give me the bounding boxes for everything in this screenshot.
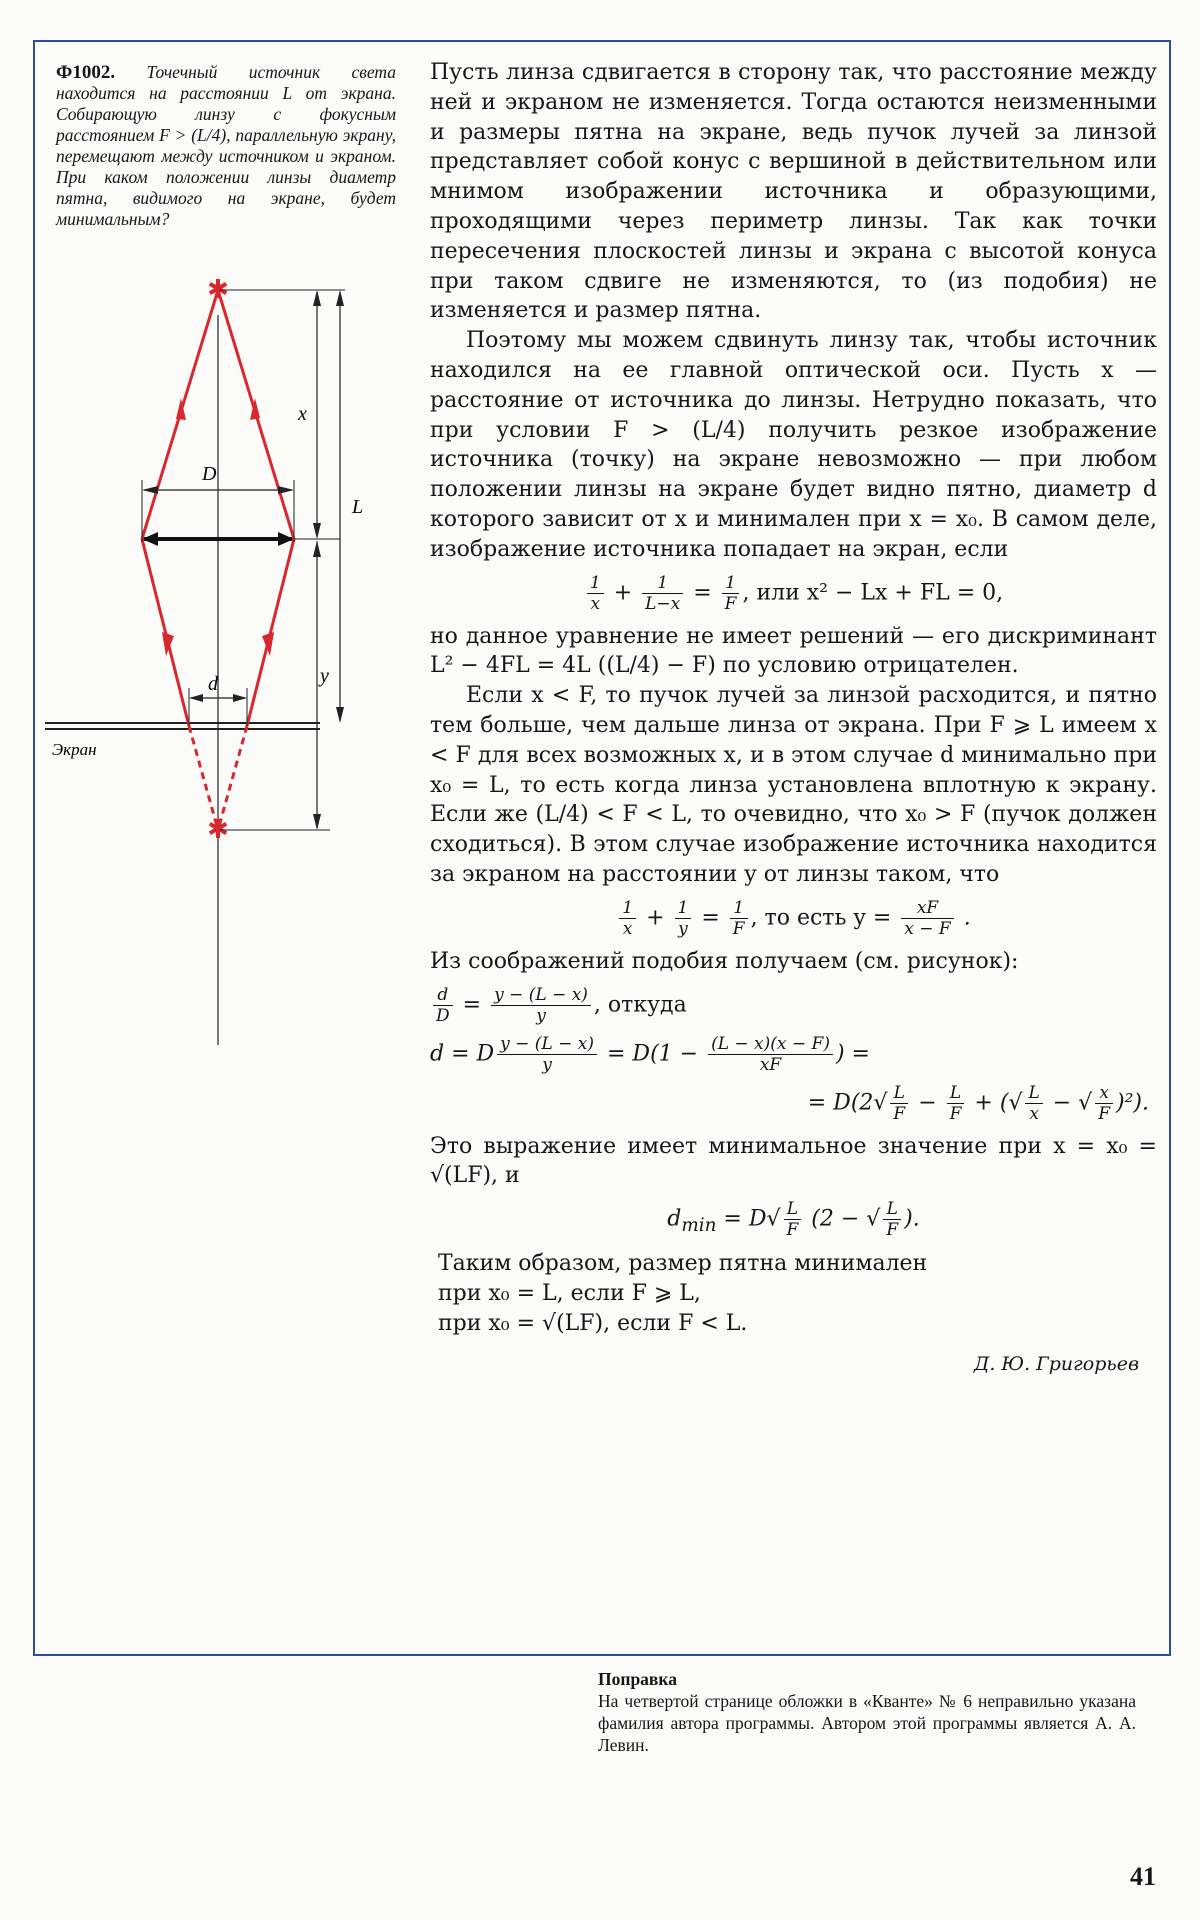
label-x: x — [298, 403, 307, 425]
problem-text: Точечный источник света находится на расстоянии L от экрана. Собирающую линзу с фокусным расстоянием F > (L/4), параллельную экрану, перемещают между источником и экраном. При каком положении линзы диаметр пятна, видимого на экране, будет минимальным? — [56, 62, 396, 229]
equation-3-tail: , откуда — [593, 992, 687, 1018]
solution-p7-line3: при x₀ = √(LF), если F < L. — [438, 1310, 748, 1336]
solution-p2: Поэтому мы можем сдвинуть линзу так, чтобы источник находился на ее главной оптической оси. Пусть x — расстояние от источника до линзы. Нетрудно показать, что при условии F > (L/4) получить резкое изображение источника (точку) на экране невозможно — при любом положении линзы на экране будет видно пятно, диаметр d которого зависит от x и минимален при x = x₀. В самом деле, изображение источника попадает на экран, если — [430, 328, 1157, 562]
optics-diagram — [40, 275, 410, 1050]
solution-p7: Таким образом, размер пятна минимален — [438, 1251, 928, 1276]
correction-note — [598, 1668, 1136, 1756]
image-star: ✱ — [207, 815, 229, 845]
solution-p1: Пусть линза сдвигается в сторону так, что расстояние между ней и экраном не изменяется. Тогда остаются неизменными и размеры пятна на экране, ведь пучок лучей за линзой представляет собой конус с вершиной в действительном или мнимом изображении источника и образующими, проходящими через периметр линзы. Так как точки пересечения плоскостей линзы и экрана с высотой конуса при таком сдвиге не изменяются, то (из подобия) не изменяется и размер пятна. — [430, 60, 1157, 324]
solution-p7-line2: при x₀ = L, если F ⩾ L, — [438, 1280, 701, 1306]
page-number: 41 — [1130, 1862, 1156, 1891]
label-y: y — [320, 665, 329, 687]
arrow-right-lower — [262, 632, 274, 656]
ray-right-lower — [247, 539, 294, 726]
equation-4: d = D $\frac{y - (L - x)}{y}$ = D(1 − $\frac{(L - x)(x - F)}{xF}$ ) = — [430, 1033, 870, 1075]
equation-1-tail: , или x² − Lx + FL = 0, — [742, 580, 1004, 606]
problem-statement — [56, 62, 396, 230]
ray-left-lower — [142, 539, 189, 726]
equation-2: $\frac{1}{x}$ + $\frac{1}{y}$ = $\frac{1}{F}$ , то есть y = $\frac{xF}{x - F}$ . — [430, 898, 1157, 939]
solution-p4: Если x < F, то пучок лучей за линзой расходится, и пятно тем больше, чем дальше линза от экрана. При F ⩾ L имеем x < F для всех возможных x, и в этом случае d минимально при x₀ = L, то есть когда линза установлена вплотную к экрану. Если же (L/4) < F < L, то очевидно, что x₀ > F (пучок должен сходиться). В этом случае изображение источника находится за экраном на расстоянии y от линзы таком, что — [430, 683, 1157, 887]
author: Д. Ю. Григорьев — [973, 1353, 1139, 1376]
arrow-left-lower — [162, 632, 174, 656]
label-d: d — [208, 673, 218, 695]
problem-number: Ф1002. — [56, 62, 116, 83]
label-D: D — [202, 463, 217, 485]
correction-text: На четвертой странице обложки в «Кванте» № 6 неправильно указана фамилия автора программы. Автором этой программы является А. А. Левин. — [598, 1691, 1136, 1755]
solution-p5: Из соображений подобия получаем (см. рисунок): — [430, 948, 1019, 974]
solution-text — [430, 58, 1157, 1380]
solution-p6: Это выражение имеет минимальное значение при x = x₀ = √(LF), и — [430, 1133, 1157, 1189]
source-star: ✱ — [207, 275, 229, 305]
label-L: L — [352, 496, 364, 518]
equation-2-mid: , то есть y = — [750, 905, 892, 931]
solution-p3: но данное уравнение не имеет решений — его дискриминант L² − 4FL = 4L ((L/4) − F) по условию отрицателен. — [430, 623, 1157, 679]
equation-3: $\frac{d}{D}$ = $\frac{y - (L - x)}{y}$ , откуда — [430, 985, 1157, 1026]
correction-title: Поправка — [598, 1669, 677, 1689]
equation-1: $\frac{1}{x}$ + $\frac{1}{L-x}$ = $\frac{1}{F}$ , или x² − Lx + FL = 0, — [430, 573, 1157, 614]
equation-5: = D(2√ $\frac{L}{F}$ − $\frac{L}{F}$ + (√ $\frac{L}{x}$ − √ $\frac{x}{F}$ )²). — [807, 1082, 1149, 1124]
equation-6: $d_{min} = D√$ $\frac{L}{F}$ (2 − √ $\frac{L}{F}$ ). — [667, 1199, 920, 1241]
label-screen: Экран — [52, 740, 97, 759]
